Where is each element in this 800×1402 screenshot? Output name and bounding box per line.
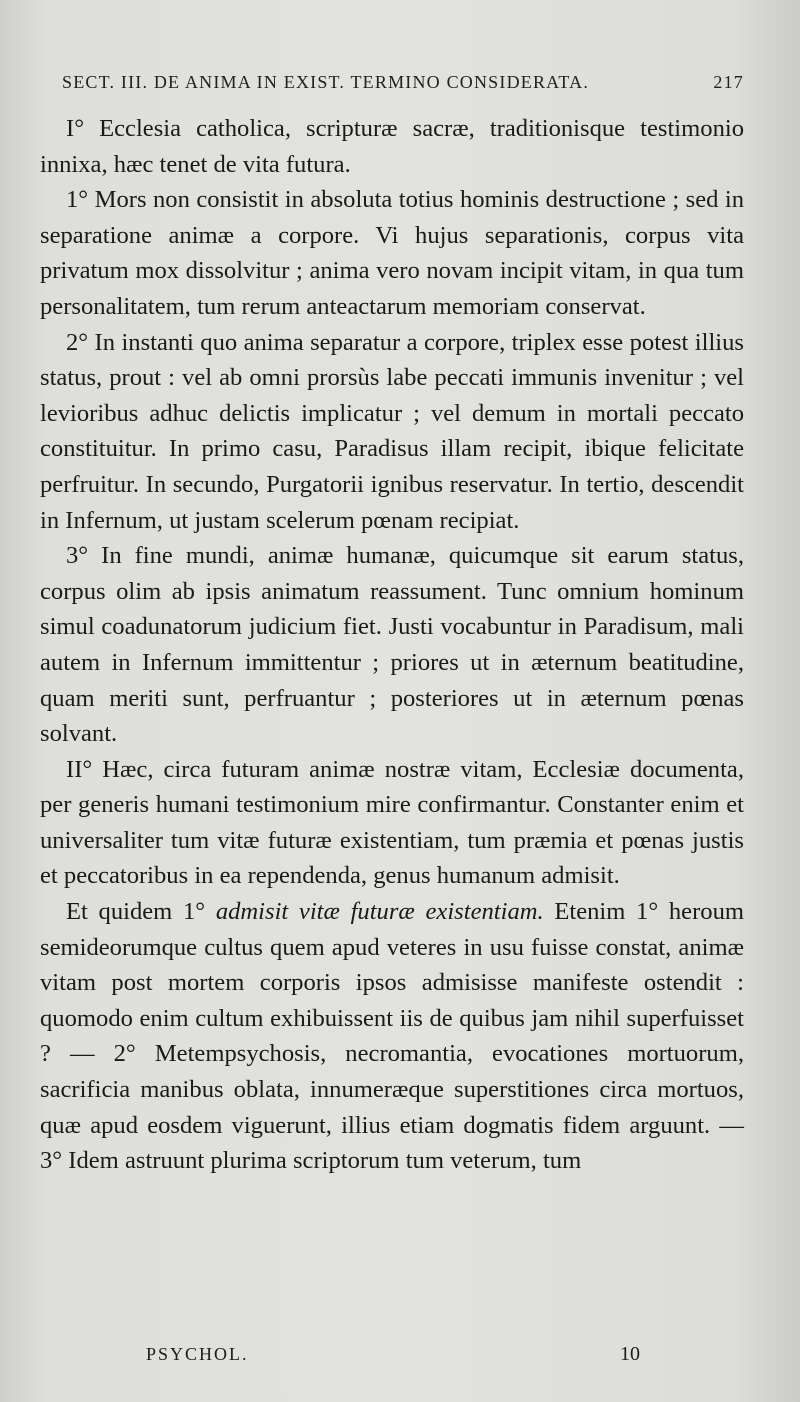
page-footer [146,1322,640,1366]
running-header [62,72,744,93]
paragraph-lead: Et quidem 1° [66,898,216,926]
paragraph-point-3: 3° In fine mundi, animæ humanæ, quicumque sit earum status, corpus olim ab ipsis animatum reassument. Tunc omnium hominum simul coadunatorum judicium fiet. Justi vocabuntur in Paradisum, mali autem in Infernum immittentur ; priores ut in æternum beatitudine, quam meriti sunt, perfruantur ; posteriores ut in æternum pœnas solvant. [40,542,744,748]
paragraph-intro: I° Ecclesia catholica, scripturæ sacræ, traditionisque testimonio innixa, hæc tenet de vita futura. [40,115,744,178]
paragraph-point-2: 2° In instanti quo anima separatur a corpore, triplex esse potest illius status, prout : vel ab omni prorsùs labe peccati immunis invenitur ; vel levioribus adhuc delictis implicatur ; vel demum in mortali peccato constituitur. In primo casu, Paradisus illam recipit, ibique felicitate perfruitur. In secundo, Purgatorii ignibus reservatur. In tertio, descendit in Infernum, ut justam scelerum pœnam recipiat. [40,328,744,534]
paragraph-point-1: 1° Mors non consistit in absoluta totius hominis destructione ; sed in separatione animæ a corpore. Vi hujus separationis, corpus vita privatum mox dissolvitur ; anima vero novam incipit vitam, in qua tum personalitatem, tum rerum anteactarum memoriam conservat. [40,186,744,320]
page-number: 217 [713,72,744,92]
signature-mark: PSYCHOL. [146,1344,249,1364]
italic-phrase: admisit vitæ futuræ existentiam. [215,898,544,926]
paragraph-et-quidem [40,894,744,1179]
sheet-number: 10 [620,1343,640,1365]
paragraph-section-2: II° Hæc, circa futuram animæ nostræ vitam, Ecclesiæ documenta, per generis humani testimonium mire confirmantur. Constanter enim et universaliter tum vitæ futuræ existentiam, tum præmia et pœnas justis et peccatoribus in ea rependenda, genus humanum admisit. [40,755,744,890]
paragraph-rest: Etenim 1° heroum semideorumque cultus quem apud veteres in usu fuisse constat, animæ vitam post mortem corporis ipsos admisisse manifeste ostendit : quomodo enim cultum exhibuissent iis de quibus jam nihil superfuisset ? — 2° Metempsychosis, necromantia, evocationes mortuorum, sacrificia manibus oblata, innumeræque superstitiones circa mortuos, quæ apud eosdem viguerunt, illius etiam dogmatis fidem arguunt. — 3° Idem astruunt plurima scriptorum tum veterum, tum [40,898,744,1175]
body-text [40,111,744,1179]
running-title: SECT. III. DE ANIMA IN EXIST. TERMINO CONSIDERATA. [62,72,590,92]
